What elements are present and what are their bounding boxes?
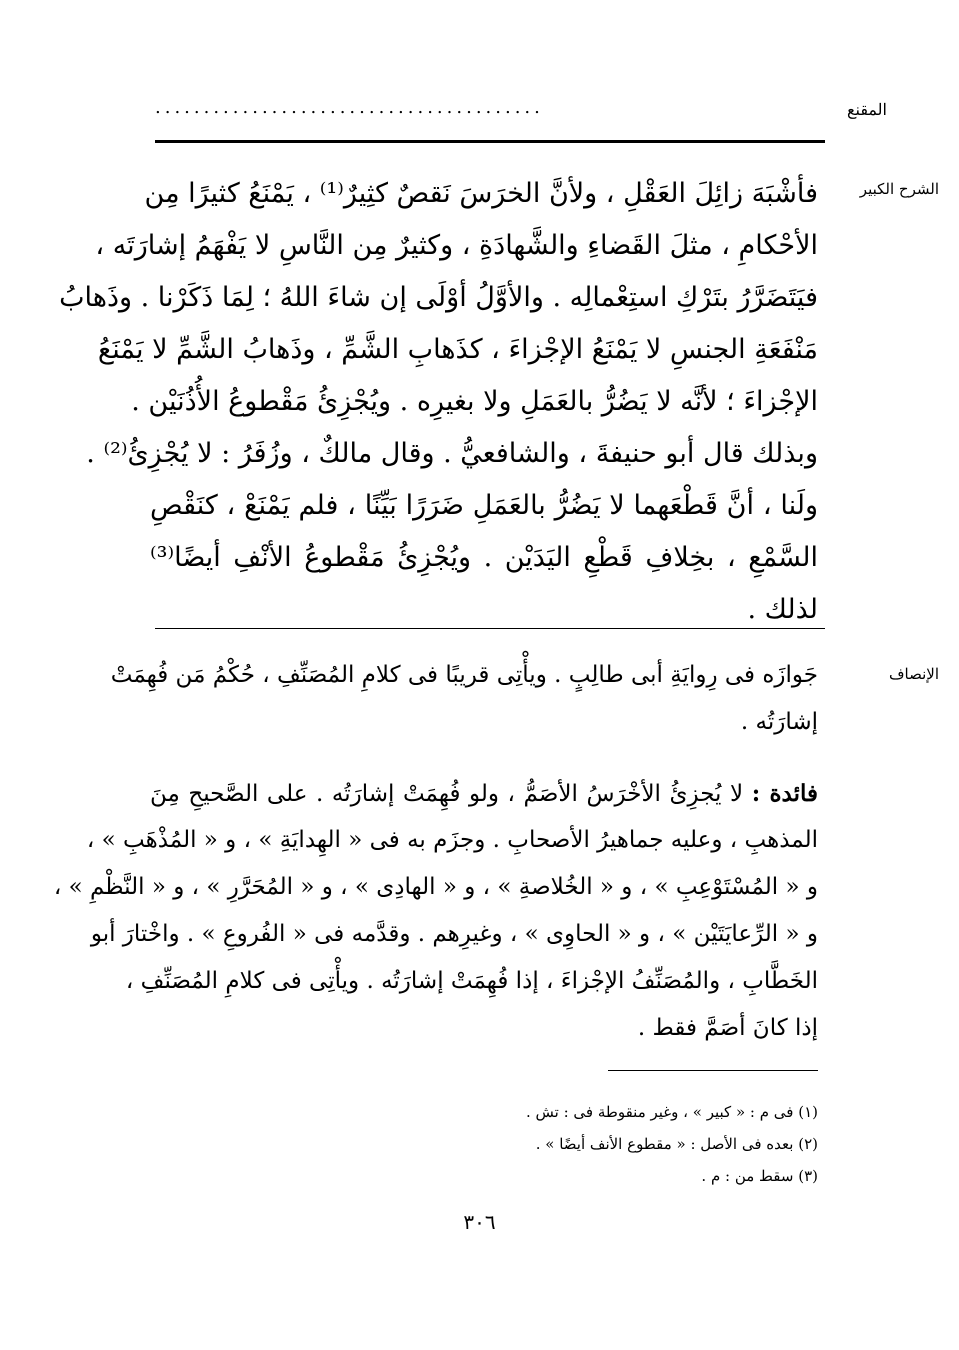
text-line: و « الرِّعايَتَيْن » ، و « الحاوِى » ، وغيرِهم . وقدَّمه فى « الفُروعِ » . واخْتارَ أبو: [90, 921, 818, 947]
footnote: (٢) بعده فى الأصل : « مقطوع الأنف أيضًا » .: [535, 1135, 818, 1153]
insaf-text-block-b: [53, 770, 818, 1052]
footnote-rule: [608, 1070, 818, 1071]
faida-text: لا يُجزِئُ الأخْرَسُ الأصَمُّ ، ولو فُهِمَتْ إشارَتُه . على الصَّحيحِ مِنَ: [150, 781, 752, 807]
header-book-title: المقنع: [846, 100, 887, 119]
footnote: (٣) سقط من : م .: [701, 1167, 818, 1185]
text-line: مَنْفَعَةِ الجنسِ لا يَمْنَعُ الإجْزاءَ ، كذَهابِ الشَّمِّ ، وذَهابُ الشَّمِّ لا يَمْنَعُ: [97, 334, 818, 365]
section-divider: [155, 628, 825, 629]
text-line: وبذلك قال أبو حنيفةَ ، والشافعيُّ . وقال مالكٌ ، وزُفَرُ : لا يُجْزِئُ⁽²⁾ .: [86, 438, 818, 469]
text-line: جَوازَه فى رِوايَةِ أبى طالِبٍ . ويأْتِى قريبًا فى كلامِ المُصَنِّفِ ، حُكْمُ مَن فُهِمَتْ: [110, 662, 818, 688]
text-line: الإجْزاءَ ؛ لأنَّه لا يَضُرُّ بالعَمَلِ ولا بغيرِه . ويُجْزِئُ مَقْطوعُ الأُذُنَيْن .: [131, 386, 818, 417]
faida-label: فائدة :: [751, 780, 818, 807]
text-line: الأحْكامِ ، مثلَ القَضاءِ والشَّهادَةِ ، وكثيرٌ مِن النَّاسِ لا يَفْهَمُ إشارَتَه ،: [95, 230, 818, 261]
insaf-text-block-a: [110, 652, 818, 746]
header-rule: [155, 140, 825, 143]
text-line: لذلك .: [747, 594, 818, 625]
text-line: السَّمْعِ ، بخِلافِ قَطْعِ اليَدَيْن . ويُجْزِئُ مَقْطوعُ الأنْفِ أيضًا⁽³⁾: [150, 542, 818, 573]
text-line: المذهبِ ، وعليه جماهيرُ الأصحابِ . وجزَم به فى « الهِدايَةِ » ، و « المُذْهَبِ » ،: [86, 827, 818, 853]
footnotes: [300, 1096, 818, 1192]
text-line: ولَنا ، أنَّ قَطْعَهما لا يَضُرُّ بالعَمَلِ ضَرَرًا بَيِّنًا ، فلم يَمْنَعْ ، كنَقْصِ: [150, 490, 818, 521]
text-line: فأشْبَهَ زائِلَ العَقْلِ ، ولأنَّ الخرَسَ نَقصٌ كثِيرٌ⁽¹⁾ ، يَمْنَعُ كثيرًا مِن: [144, 178, 818, 209]
text-line: إذا كانَ أصَمَّ فقط .: [637, 1015, 818, 1041]
text-line: فيَتَضَرَّرُ بتَرْكِ استِعْمالِه . والأوَّلُ أوْلَى إن شاءَ اللهُ ؛ لِمَا ذَكَرْنا . وذَهابُ: [59, 282, 818, 313]
text-line: الخَطَّابِ ، والمُصَنِّفُ الإجْزاءَ ، إذا فُهِمَتْ إشارَتُه . ويأْتِى فى كلامِ المُصَنِّفِ ،: [125, 968, 818, 994]
sharh-text-block: [59, 168, 818, 636]
page-number: ٣٠٦: [463, 1210, 496, 1234]
section-label-sharh: الشرح الكبير: [859, 180, 939, 198]
text-line: و « المُسْتَوْعِبِ » ، و « الخُلاصةِ » ، و « الهادِى » ، و « المُحَرَّرِ » ، و « النَّظْمِ » ،: [53, 874, 818, 900]
text-line: إشارَتُه .: [740, 709, 818, 735]
section-label-insaf: الإنصاف: [888, 665, 939, 683]
faida-line: [150, 770, 818, 817]
footnote: (١) فى م : « كبير » ، وغير منقوطة فى : تش .: [525, 1103, 818, 1121]
header-dotted-leader: ........................................: [155, 97, 544, 118]
